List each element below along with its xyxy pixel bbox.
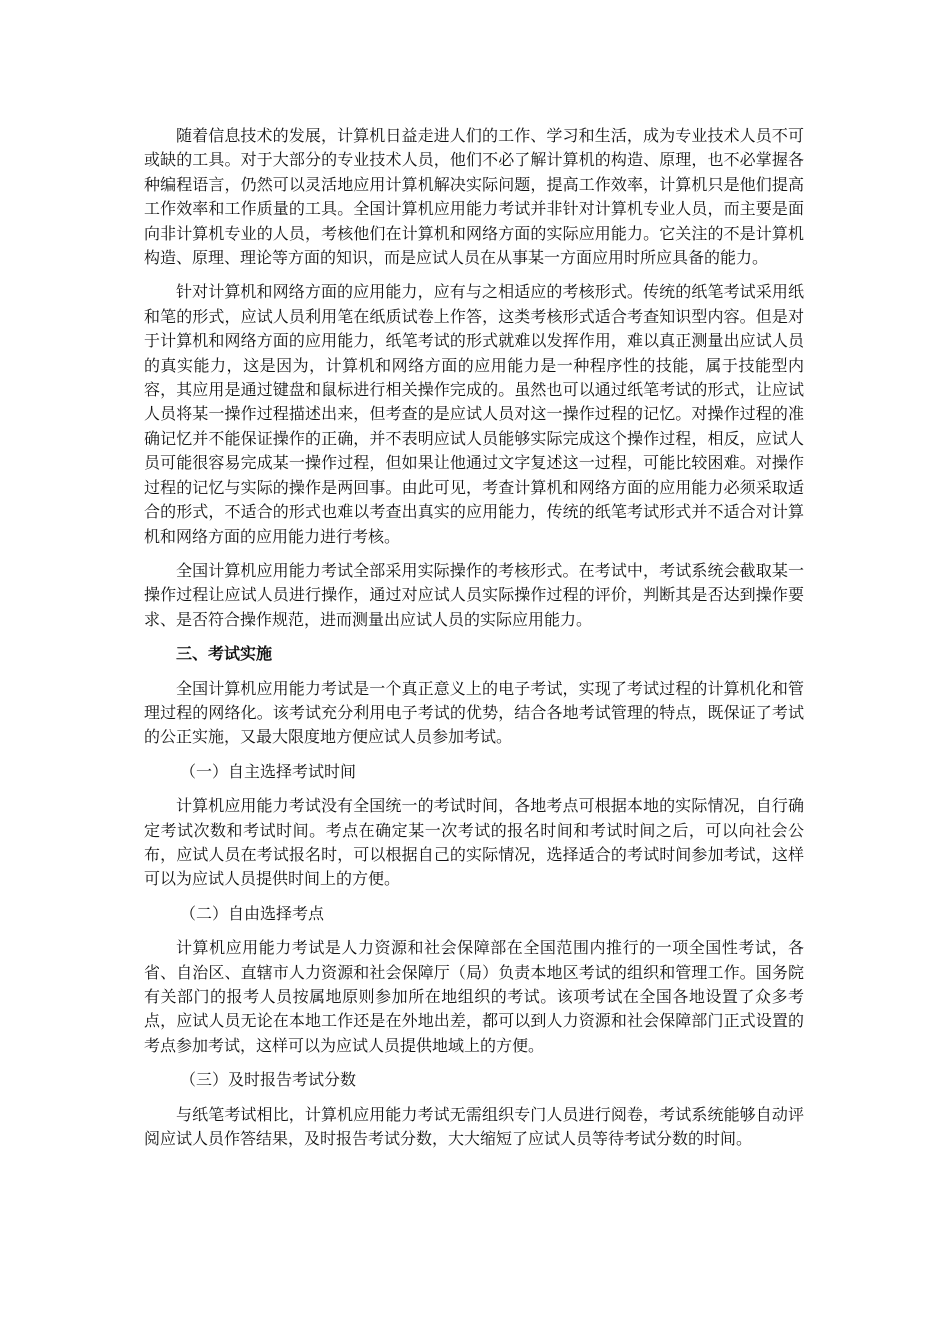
subsection-title: （三）及时报告考试分数 — [180, 1070, 357, 1090]
subsection-title: （二）自由选择考点 — [180, 903, 325, 923]
subsection-body: 计算机应用能力考试没有全国统一的考试时间，各地考点可根据本地的实际情况，自行确定考试次数和考试时间。考点在确定某一次考试的报名时间和考试时间之后，可以向社会公布，应试人员在考试报名时，可以根据自己的实际情况，选择适合的考试时间参加考试，这样可以为应试人员提供时间上的方便。 — [144, 796, 804, 889]
subsection-body: 与纸笔考试相比，计算机应用能力考试无需组织专门人员进行阅卷，考试系统能够自动评阅应试人员作答结果，及时报告考试分数，大大缩短了应试人员等待考试分数的时间。 — [144, 1104, 804, 1149]
subsection-title: （一）自主选择考试时间 — [180, 761, 357, 781]
paragraph: 全国计算机应用能力考试全部采用实际操作的考核形式。在考试中，考试系统会截取某一操作过程让应试人员进行操作，通过对应试人员实际操作过程的评价，判断其是否达到操作要求、是否符合操作规范，进而测量出应试人员的实际应用能力。 — [144, 560, 804, 629]
subsection-body: 计算机应用能力考试是人力资源和社会保障部在全国范围内推行的一项全国性考试，各省、自治区、直辖市人力资源和社会保障厅（局）负责本地区考试的组织和管理工作。国务院有关部门的报考人员按属地原则参加所在地组织的考试。该项考试在全国各地设置了众多考点，应试人员无论在本地工作还是在外地出差，都可以到人力资源和社会保障部门正式设置的考点参加考试，这样可以为应试人员提供地域上的方便。 — [144, 938, 804, 1055]
paragraph: 随着信息技术的发展，计算机日益走进人们的工作、学习和生活，成为专业技术人员不可或缺的工具。对于大部分的专业技术人员，他们不必了解计算机的构造、原理，也不必掌握各种编程语言，仍然可以灵活地应用计算机解决实际问题，提高工作效率，计算机只是他们提高工作效率和工作质量的工具。全国计算机应用能力考试并非针对计算机专业人员，而主要是面向非计算机专业的人员，考核他们在计算机和网络方面的实际应用能力。它关注的不是计算机构造、原理、理论等方面的知识，而是应试人员在从事某一方面应用时所应具备的能力。 — [144, 126, 804, 268]
section-intro: 全国计算机应用能力考试是一个真正意义上的电子考试，实现了考试过程的计算机化和管理过程的网络化。该考试充分利用电子考试的优势，结合各地考试管理的特点，既保证了考试的公正实施，又最大限度地方便应试人员参加考试。 — [144, 678, 804, 747]
section-heading: 三、考试实施 — [176, 644, 273, 664]
document-page — [144, 124, 804, 1161]
paragraph: 针对计算机和网络方面的应用能力，应有与之相适应的考核形式。传统的纸笔考试采用纸和笔的形式，应试人员利用笔在纸质试卷上作答，这类考核形式适合考查知识型内容。但是对于计算机和网络方面的应用能力，纸笔考试的形式就难以发挥作用，难以真正测量出应试人员的真实能力，这是因为，计算机和网络方面的应用能力是一种程序性的技能，属于技能型内容，其应用是通过键盘和鼠标进行相关操作完成的。虽然也可以通过纸笔考试的形式，让应试人员将某一操作过程描述出来，但考查的是应试人员对这一操作过程的记忆。对操作过程的准确记忆并不能保证操作的正确，并不表明应试人员能够实际完成这个操作过程，相反，应试人员可能很容易完成某一操作过程，但如果让他通过文字复述这一过程，可能比较困难。对操作过程的记忆与实际的操作是两回事。由此可见，考查计算机和网络方面的应用能力必须采取适合的形式，不适合的形式也难以考查出真实的应用能力，传统的纸笔考试形式并不适合对计算机和网络方面的应用能力进行考核。 — [144, 282, 804, 546]
